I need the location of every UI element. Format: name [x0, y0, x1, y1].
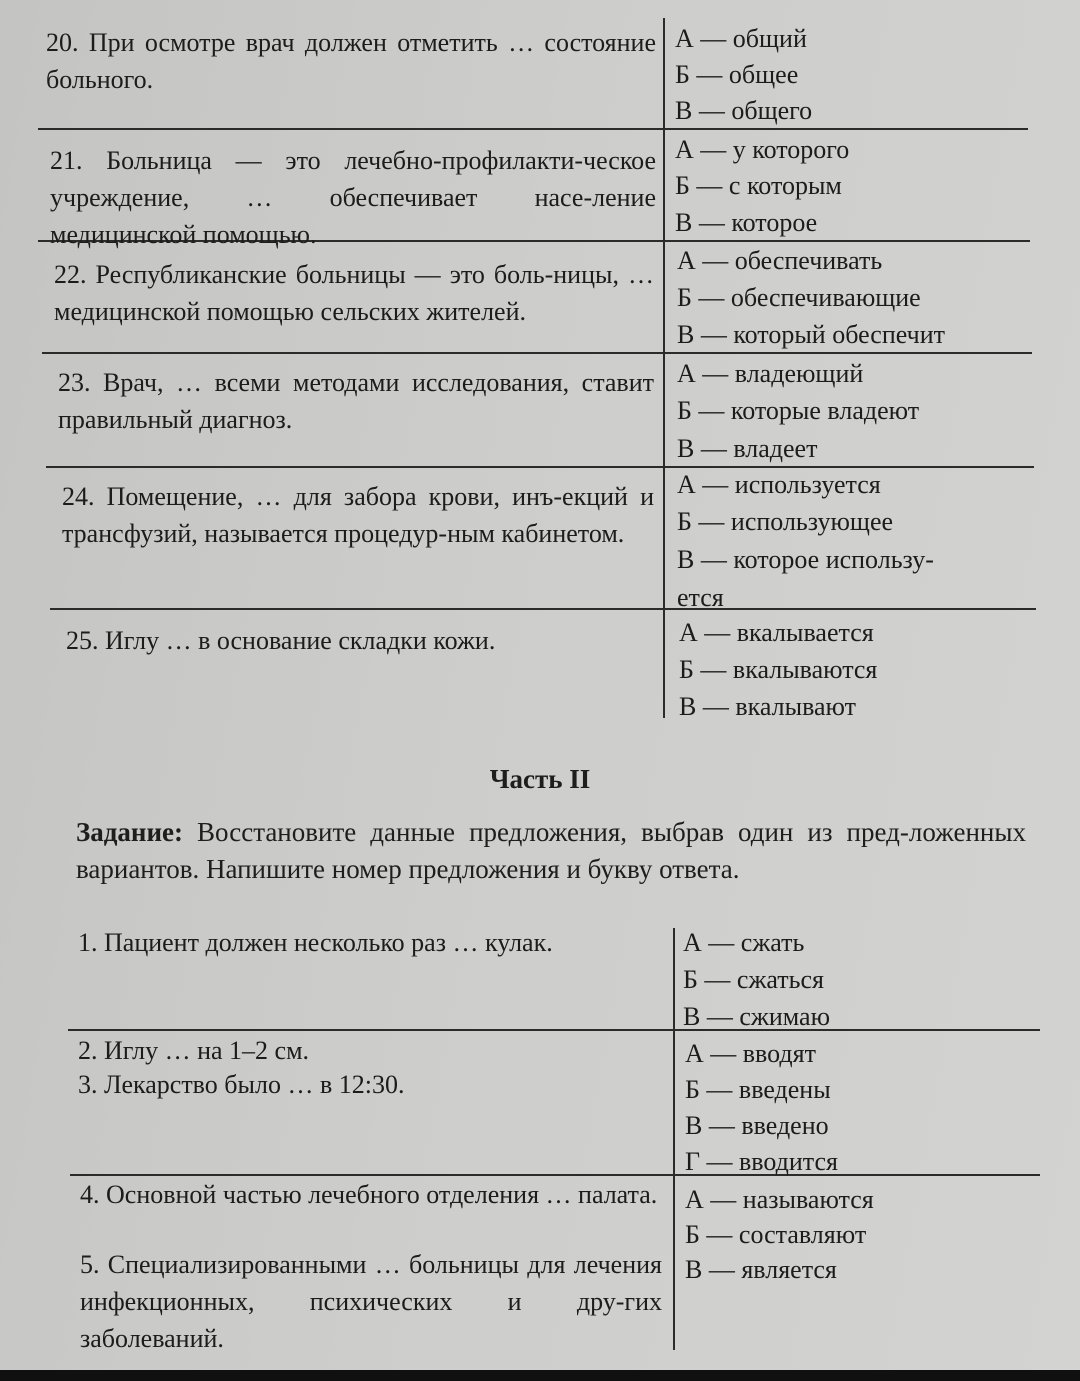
- task-option-1-a: А — сжать: [683, 928, 805, 957]
- option-24-b: Б — использующее: [677, 507, 894, 536]
- option-20-a: А — общий: [675, 24, 807, 53]
- task-option-2-d: Г — вводится: [685, 1147, 838, 1176]
- option-21-a: А — у которого: [675, 135, 850, 164]
- option-20-c: В — общего: [675, 96, 813, 125]
- question-20: 20. При осмотре врач должен отметить … состояние больного.: [46, 28, 656, 94]
- option-23-a: А — владеющий: [677, 359, 864, 388]
- task-question-5: 5. Специализированными … больницы для лечения инфекционных, психических и дру-гих заболеваний.: [80, 1250, 662, 1353]
- question-24: 24. Помещение, … для забора крови, инъ-екций и трансфузий, называется процедур-ным кабинетом.: [62, 482, 654, 548]
- task-instruction: [76, 814, 1026, 888]
- option-22-a: А — обеспечивать: [677, 246, 883, 275]
- option-24-c-cont: ется: [677, 583, 724, 612]
- column-divider: [663, 18, 665, 718]
- option-25-c: В — вкалывают: [679, 692, 856, 721]
- task-option-2-a: А — вводят: [685, 1039, 816, 1068]
- photo-bottom-edge: [0, 1370, 1080, 1381]
- task-label: Задание:: [76, 817, 183, 847]
- option-22-b: Б — обеспечивающие: [677, 283, 921, 312]
- row-divider: [68, 1029, 1040, 1031]
- task-option-2-b: Б — введены: [685, 1075, 831, 1104]
- row-divider: [46, 466, 1034, 468]
- question-23: 23. Врач, … всеми методами исследования, ставит правильный диагноз.: [58, 368, 654, 434]
- question-22: 22. Республиканские больницы — это боль-ницы, … медицинской помощью сельских жителей.: [54, 260, 654, 326]
- task-option-1-c: В — сжимаю: [683, 1002, 830, 1031]
- task-option-4-a: А — называются: [685, 1185, 874, 1214]
- option-20-b: Б — общее: [675, 60, 799, 89]
- part-title: Часть II: [489, 764, 591, 794]
- option-25-a: А — вкалывается: [679, 618, 874, 647]
- task-question-1: 1. Пациент должен несколько раз … кулак.: [78, 928, 553, 957]
- task-option-2-c: В — введено: [685, 1111, 829, 1140]
- task-text: Восстановите данные предложения, выбрав один из пред-ложенных вариантов. Напишите номер предложения и букву ответа.: [76, 817, 1026, 884]
- task-option-4-b: Б — составляют: [685, 1220, 867, 1249]
- task-question-2: 2. Иглу … на 1–2 см.: [78, 1036, 310, 1065]
- option-21-c: В — которое: [675, 208, 818, 237]
- question-21: 21. Больница — это лечебно-профилакти-ческое учреждение, … обеспечивает насе-ление медицинской помощью.: [50, 146, 656, 249]
- question-25: 25. Иглу … в основание складки кожи.: [66, 626, 496, 655]
- row-divider: [38, 128, 1028, 130]
- option-23-c: В — владеет: [677, 434, 818, 463]
- option-23-b: Б — которые владеют: [677, 396, 920, 425]
- task-option-1-b: Б — сжаться: [683, 965, 825, 994]
- task-option-4-c: В — является: [685, 1255, 837, 1284]
- option-24-c: В — которое использу-: [677, 545, 934, 574]
- option-21-b: Б — с которым: [675, 171, 842, 200]
- task-question-3: 3. Лекарство было … в 12:30.: [78, 1070, 405, 1099]
- task-question-4: 4. Основной частью лечебного отделения … палата.: [80, 1180, 658, 1209]
- option-22-c: В — который обеспечит: [677, 320, 945, 349]
- option-24-a: А — используется: [677, 470, 881, 499]
- option-25-b: Б — вкалываются: [679, 655, 878, 684]
- row-divider: [50, 608, 1036, 610]
- column-divider: [673, 928, 675, 1350]
